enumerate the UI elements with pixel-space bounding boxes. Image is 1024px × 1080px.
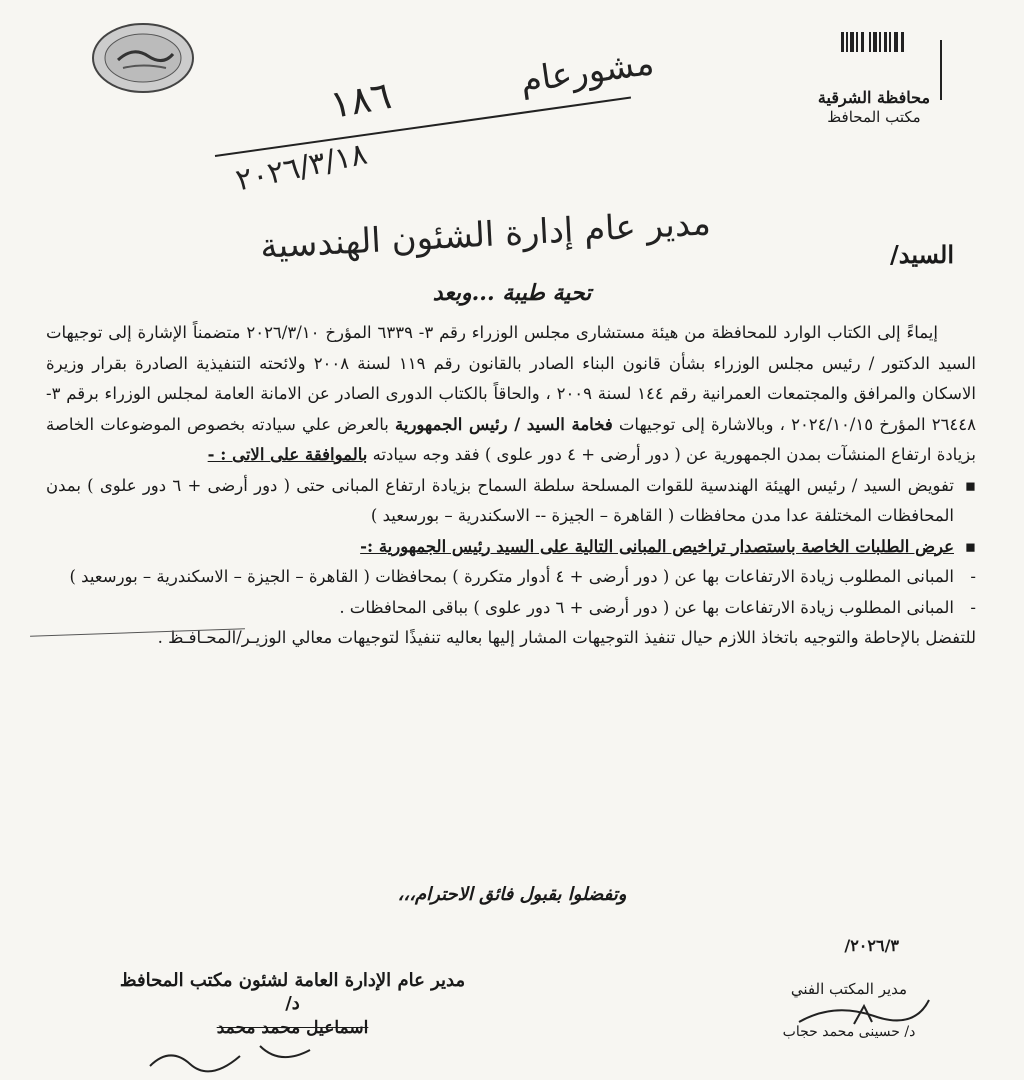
- handwritten-date: ٢٠٢٦/٣/١٨: [232, 136, 371, 199]
- president-title: فخامة السيد / رئيس الجمهورية: [395, 414, 613, 434]
- paragraph-final: للتفضل بالإحاطة والتوجيه باتخاذ اللازم حيال تنفيذ التوجيهات المشار إليها بعاليه تنفيذًا لتوجيهات معالي الوزيـر/المحـافـظ .: [157, 628, 976, 647]
- signature-scribble: [140, 1036, 340, 1076]
- closing-line: وتفضلوا بقبول فائق الاحترام،،،: [397, 884, 627, 905]
- handwritten-word: مشورعام: [517, 42, 657, 102]
- dash-mark: -: [970, 567, 976, 586]
- list-item: [46, 562, 976, 593]
- list-item: [46, 532, 976, 563]
- signatory-role: مدير عام الإدارة العامة لشئون مكتب المحافظ: [119, 970, 466, 991]
- signatory-name: د/ حسينى محمد حجاب: [782, 1024, 916, 1040]
- handwritten-stroke: [215, 97, 631, 157]
- greeting: تحية طيبة ...وبعد: [432, 280, 592, 306]
- paragraph-main-continued: بالعرض علي سيادته بخصوص الموضوعات الخاصة بزيادة ارتفاع المنشآت بمدن الجمهورية عن ( دور أرضى + ٤ دور علوى ) فقد وجه سيادته: [46, 414, 976, 464]
- barcode-icon: [839, 28, 909, 56]
- signatory-name: اسماعيل محمد محمد: [216, 1018, 369, 1038]
- paragraph-main-text: إيماءً إلى الكتاب الوارد للمحافظة من هيئة مستشارى مجلس الوزراء رقم ٣- ٦٣٣٩ المؤرخ ٢٠٢٦/٣/١٠ متضمناً الإشارة إلى توجيهات السيد الدكتور / رئيس مجلس الوزراء بشأن قانون البناء الصادر بالقانون رقم ١١٩ لسنة ٢٠٠٨ ولائحته التنفيذية الصادرة بقرار وزيرة الاسكان والمرافق والمجتمعات العمرانية رقم ١٤٤ لسنة ٢٠٠٩ ، والحاقاً بالكتاب الدورى الصادر عن الامانة العامة لمجلس الوزراء برقم ٣- ٢٦٤٤٨ المؤرخ ٢٠٢٤/١٠/١٥ ، وبالاشارة إلى توجيهات: [46, 323, 977, 434]
- recipient-label: السيد/: [890, 240, 954, 269]
- bullet-mark: ▪: [964, 475, 976, 495]
- header-divider: [940, 40, 942, 100]
- dash-mark: -: [970, 597, 976, 617]
- list-item: [46, 593, 976, 624]
- governorate-name: محافظة الشرقية: [817, 88, 931, 107]
- office-name: مكتب المحافظ: [827, 108, 921, 126]
- bullet-mark: ▪: [964, 536, 976, 556]
- seal-stamp: [88, 18, 198, 98]
- signatory-role: مدير المكتب الفني: [790, 980, 908, 998]
- letter-body: [46, 318, 976, 654]
- dash-text: المبانى المطلوب زيادة الارتفاعات بها عن ( دور أرضى + ٦ دور علوى ) بباقى المحافظات .: [339, 597, 954, 617]
- letter-date: ٢٠٢٦/٣/: [844, 936, 899, 955]
- bullet-text: تفويض السيد / رئيس الهيئة الهندسية للقوات المسلحة سلطة السماح بزيادة ارتفاع المبانى حتى ( دور أرضى + ٦ دور علوى ) بمدن المحافظات المختلفة عدا مدن محافظات ( القاهرة – الجيزة -- الاسكندرية – بورسعيد ): [46, 475, 954, 525]
- approval-heading: بالموافقة على الاتى : -: [207, 445, 368, 464]
- signatory-prefix: د/: [285, 993, 300, 1014]
- bullet-text: عرض الطلبات الخاصة باستصدار تراخيص المبانى التالية على السيد رئيس الجمهورية :-: [360, 536, 954, 556]
- dash-text: المبانى المطلوب زيادة الارتفاعات بها عن ( دور أرضى + ٤ أدوار متكررة ) بمحافظات ( القاهرة – الجيزة – الاسكندرية – بورسعيد ): [69, 567, 954, 586]
- letterhead: [794, 28, 954, 126]
- handwritten-number: ١٨٦: [326, 73, 395, 127]
- paragraph-main: [46, 318, 976, 471]
- signature-scribble: [794, 994, 934, 1030]
- signature-block-right: [734, 980, 964, 1040]
- list-item: [46, 471, 976, 532]
- handwritten-addressee: مدير عام إدارة الشئون الهندسية: [259, 203, 712, 267]
- signature-block-left: [100, 970, 485, 1038]
